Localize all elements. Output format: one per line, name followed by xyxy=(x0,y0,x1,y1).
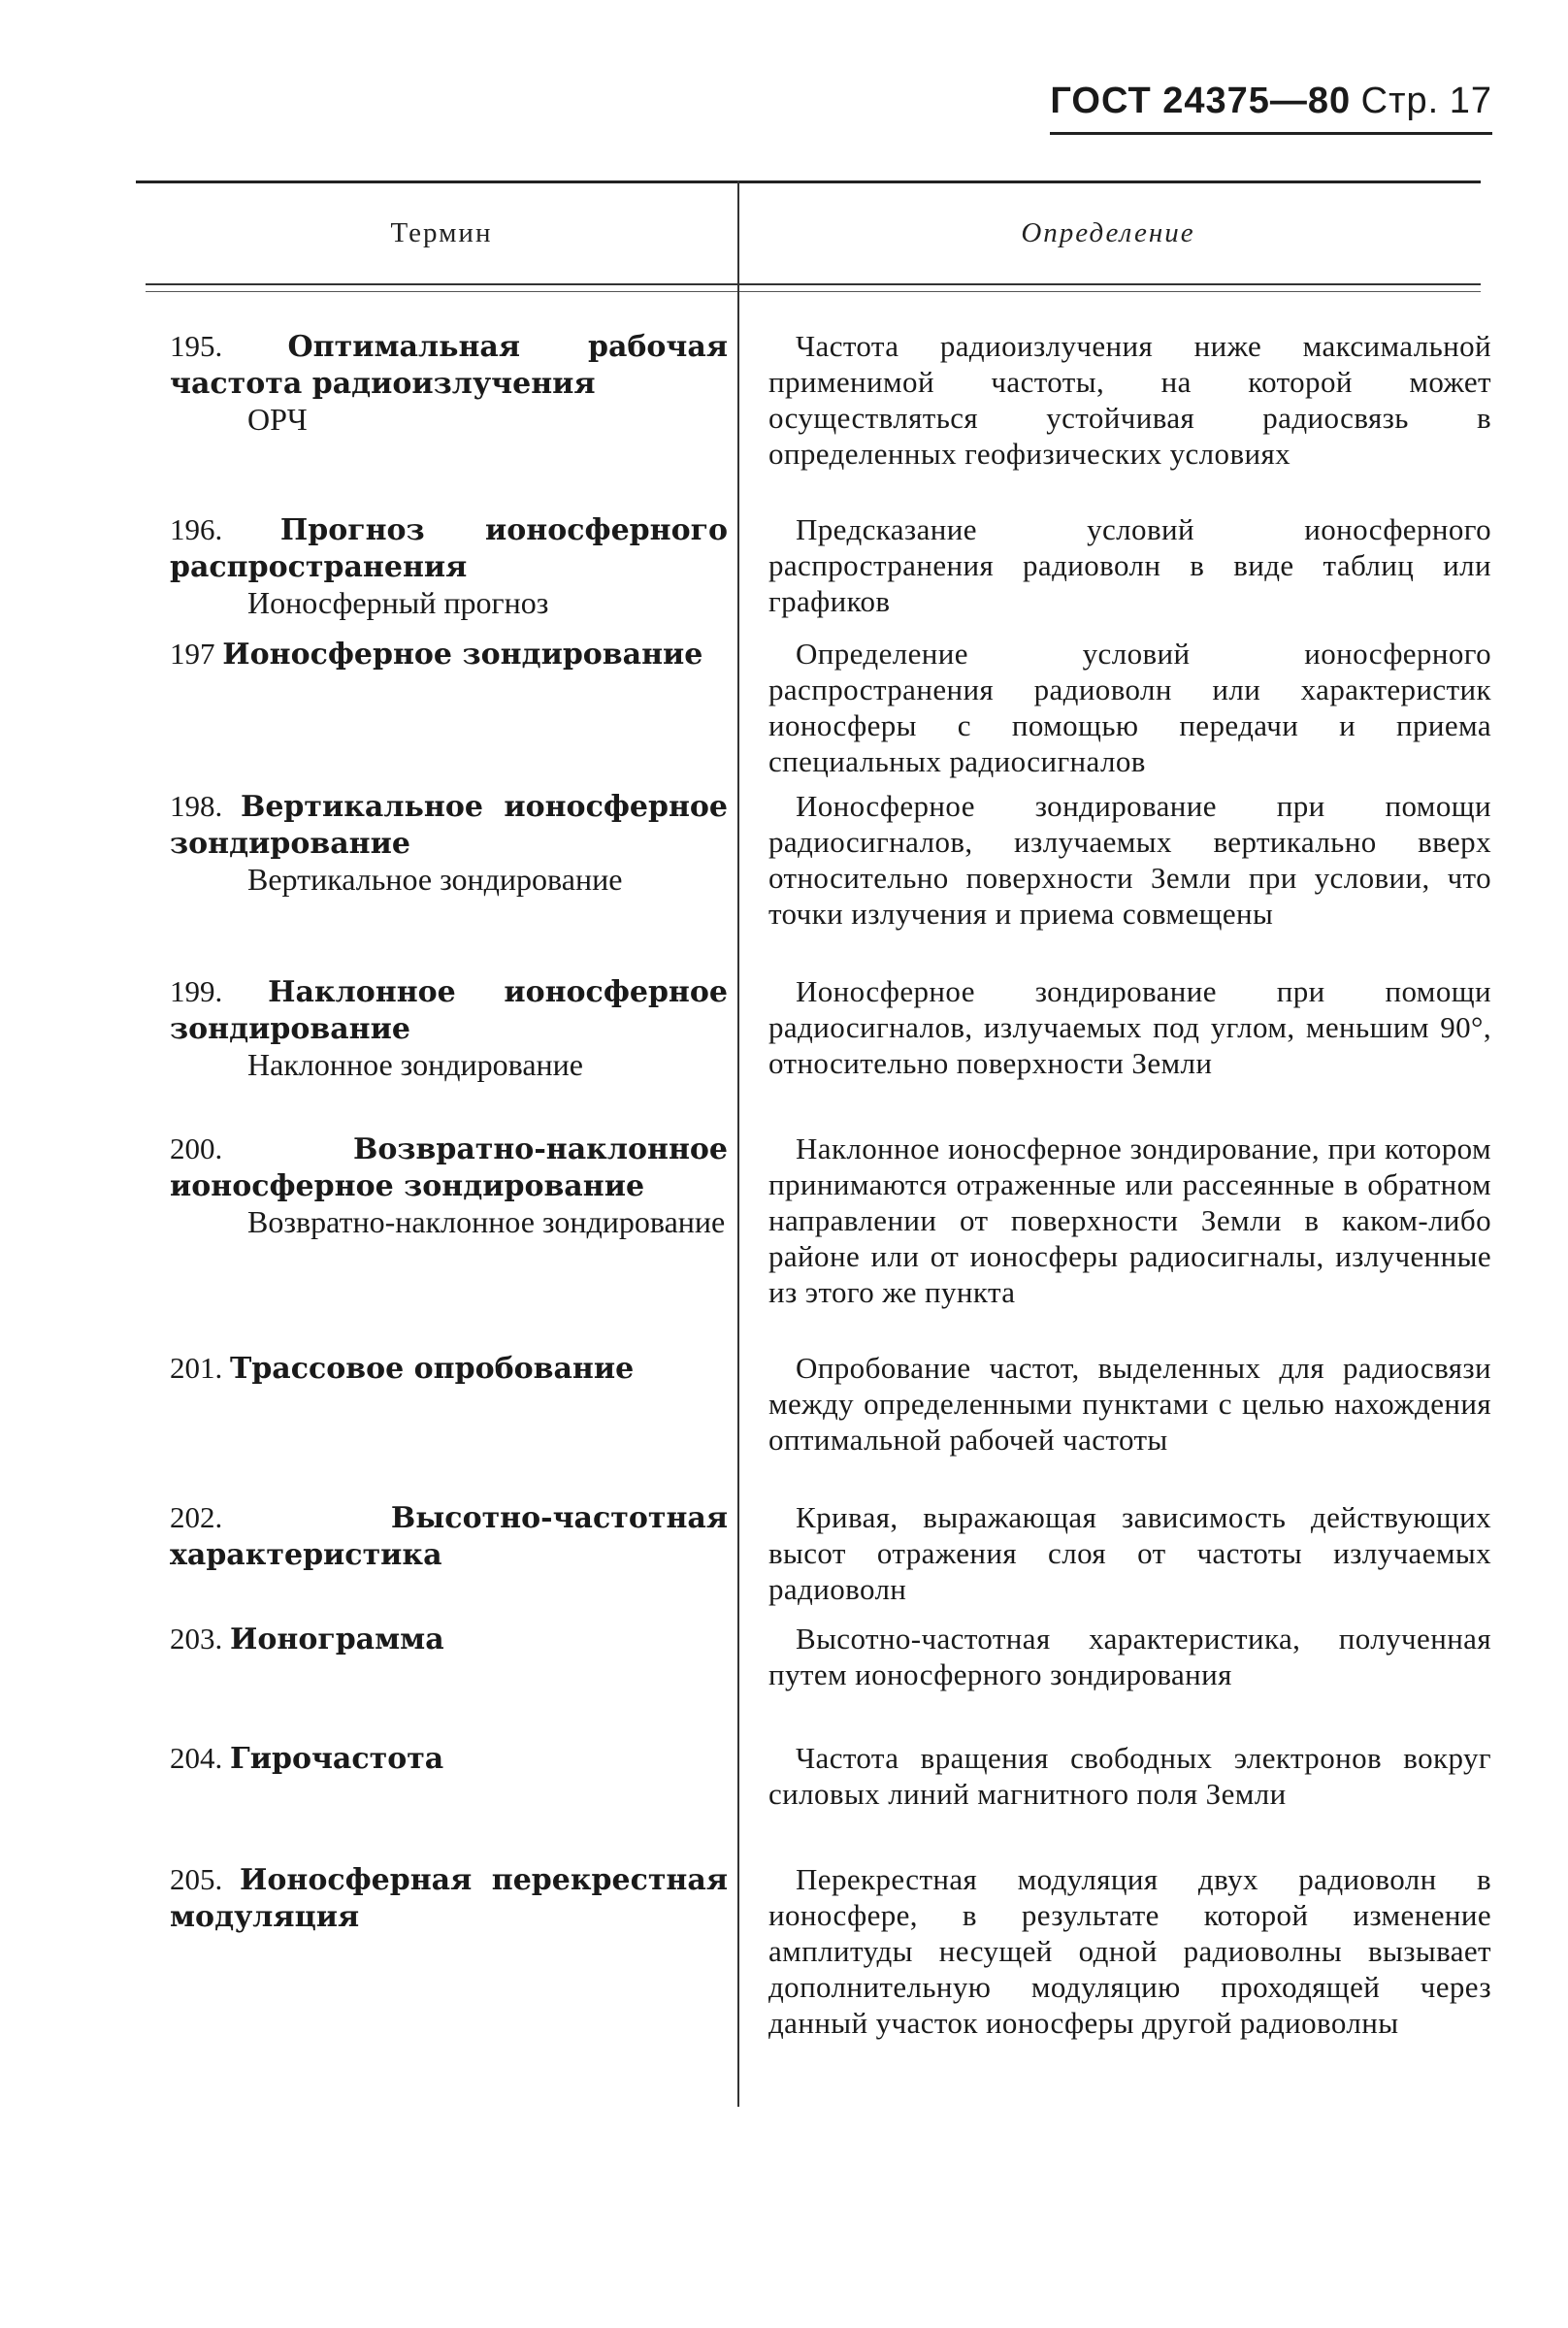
definition-text: Опробование частот, выделенных для радиосвязи между определенными пунктами с целью нахождения оптимальной рабочей частоты xyxy=(768,1351,1491,1457)
term-cell xyxy=(170,1740,728,1777)
term-text: Вертикальное ионосферное зондирование xyxy=(170,790,729,861)
entry-number: 195. xyxy=(170,329,223,363)
entry-number: 202. xyxy=(170,1500,223,1534)
entry-number: 196. xyxy=(170,512,223,546)
term-text: Возвратно-наклонное ионосферное зондирование xyxy=(170,1132,728,1203)
term-cell xyxy=(170,1350,728,1387)
term-synonym: Ионосферный прогноз xyxy=(247,585,549,620)
definition-text: Определение условий ионосферного распространения радиоволн или характеристик ионосферы с помощью передачи и приема специальных радиосигналов xyxy=(768,637,1491,778)
entry-number: 200. xyxy=(170,1131,223,1165)
page-label: Стр. xyxy=(1360,81,1440,121)
term-text: Ионосферное зондирование xyxy=(222,638,703,672)
term-cell xyxy=(170,511,728,621)
term-synonym: Наклонное зондирование xyxy=(247,1047,583,1082)
entry-number: 203. xyxy=(170,1622,223,1656)
definition-text: Перекрестная модуляция двух радиоволн в ионосфере, в результате которой изменение амплитуды несущей одной радиоволны вызывает дополнительную модуляцию проходящей через данный участок ионосферы другой радиоволны xyxy=(768,1862,1491,2040)
term-text: Ионограмма xyxy=(230,1623,444,1656)
definition-text: Высотно-частотная характеристика, полученная путем ионосферного зондирования xyxy=(768,1622,1491,1691)
term-cell xyxy=(170,973,728,1083)
column-header-term: Термин xyxy=(390,217,493,248)
term-text: Наклонное ионосферное зондирование xyxy=(170,975,728,1046)
header-rule-double xyxy=(146,291,1481,292)
standard-number: ГОСТ 24375—80 xyxy=(1050,81,1352,121)
entry-number: 205. xyxy=(170,1862,223,1896)
term-cell xyxy=(170,1861,728,1935)
term-text: Высотно-частотная характеристика xyxy=(170,1501,728,1572)
term-cell xyxy=(170,1131,728,1240)
table-top-rule xyxy=(136,180,1481,183)
term-cell xyxy=(170,1621,728,1657)
definition-text: Кривая, выражающая зависимость действующих высот отражения слоя от частоты излучаемых радиоволн xyxy=(768,1500,1491,1606)
entry-number: 204. xyxy=(170,1741,223,1775)
term-text: Трассовое опробование xyxy=(230,1352,635,1386)
page-header xyxy=(1050,80,1492,135)
entry-number: 201. xyxy=(170,1351,223,1385)
entry-number: 198. xyxy=(170,789,223,823)
column-header-definition: Определение xyxy=(1021,217,1195,248)
term-cell xyxy=(170,1499,728,1573)
term-text: Прогноз ионосферного распространения xyxy=(170,513,729,584)
definition-text: Предсказание условий ионосферного распространения радиоволн в виде таблиц или графиков xyxy=(768,512,1491,618)
column-divider xyxy=(737,180,739,2107)
term-synonym: Вертикальное зондирование xyxy=(247,862,623,897)
definition-text: Ионосферное зондирование при помощи радиосигналов, излучаемых вертикально вверх относительно поверхности Земли при условии, что точки излучения и приема совмещены xyxy=(768,789,1491,931)
definition-text: Ионосферное зондирование при помощи радиосигналов, излучаемых под углом, меньшим 90°, относительно поверхности Земли xyxy=(768,974,1491,1080)
term-synonym: ОРЧ xyxy=(247,402,308,437)
term-text: Оптимальная рабочая частота радиоизлучения xyxy=(170,330,728,401)
term-text: Ионосферная перекрестная модуляция xyxy=(170,1863,728,1934)
page-number: 17 xyxy=(1449,81,1492,121)
header-rule xyxy=(146,283,1481,285)
definition-text: Частота вращения свободных электронов вокруг силовых линий магнитного поля Земли xyxy=(768,1741,1491,1811)
term-text: Гирочастота xyxy=(230,1742,444,1776)
entry-number: 197 xyxy=(170,637,215,671)
term-synonym: Возвратно-наклонное зондирование xyxy=(247,1204,726,1239)
term-cell xyxy=(170,788,728,898)
entry-number: 199. xyxy=(170,974,223,1008)
definition-text: Наклонное ионосферное зондирование, при котором принимаются отраженные или рассеянные в обратном направлении от поверхности Земли в каком-либо районе или от ионосферы радиосигналы, излученные из этого же пункта xyxy=(768,1131,1491,1309)
term-cell xyxy=(170,636,728,672)
term-cell xyxy=(170,328,728,438)
definition-text: Частота радиоизлучения ниже максимальной применимой частоты, на которой может осуществляться устойчивая радиосвязь в определенных геофизических условиях xyxy=(768,329,1491,471)
